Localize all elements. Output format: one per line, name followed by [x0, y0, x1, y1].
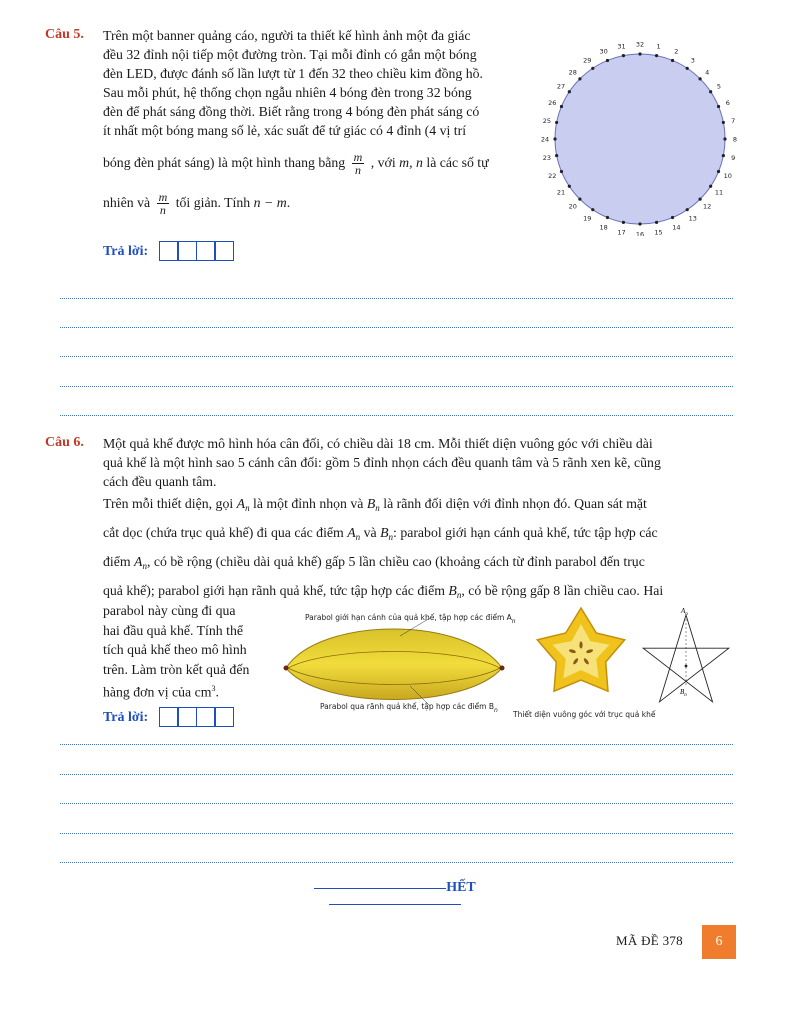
vertex-label: 27 [556, 82, 566, 91]
bottom-parabola-caption: Parabol qua rãnh quả khế, tập hợp các điểm $B_n$ [320, 702, 498, 714]
vertex-label: 4 [705, 68, 710, 77]
vertex-dot [606, 216, 609, 219]
starfruit-cross-section-figure [528, 604, 634, 696]
vertex-dot [717, 105, 720, 108]
star-label-B: $B_n$ [680, 688, 687, 698]
point-A-n: $A_n$ [134, 554, 147, 571]
q5-line-fraction-2: nhiên và $\frac{m}{n}$ tối giản. Tính n − m. [103, 190, 291, 218]
vertex-dot [591, 67, 594, 70]
vertex-dot [560, 170, 563, 173]
vertex-dot [553, 137, 556, 140]
vertex-dot [671, 59, 674, 62]
fraction-numerator: m [158, 190, 168, 205]
q6-l4b: là một đỉnh nhọn và [253, 496, 364, 511]
question-6-label: Câu 6. [45, 435, 84, 450]
q6-l4c: là rãnh đối diện với đỉnh nhọn đó. Quan sát mặt [383, 496, 647, 511]
q5-line7-end: là các số tự [426, 155, 489, 170]
vertex-dot [638, 222, 641, 225]
answer-box[interactable] [159, 241, 179, 261]
vertex-label: 21 [556, 188, 566, 197]
point-B-n: $B_n$ [380, 525, 394, 542]
q6-left-line: trên. Làm tròn kết quả đến [103, 661, 250, 677]
point-A-n: $A_n$ [236, 496, 250, 513]
vertex-label: 3 [690, 56, 695, 65]
answer-line[interactable] [60, 803, 733, 804]
vertex-label: 6 [725, 99, 730, 108]
q6-answer-boxes [160, 707, 234, 727]
answer-box[interactable] [177, 707, 197, 727]
vertex-dot [709, 90, 712, 93]
star-center-dot [685, 665, 688, 668]
answer-line[interactable] [60, 744, 733, 745]
vertex-label: 17 [617, 228, 626, 236]
vertex-label: 19 [583, 214, 592, 223]
vertex-label: 9 [731, 154, 736, 163]
q5-line: đèn để phát sáng đồng thời. Biết rằng trong 4 bóng đèn phát sáng có [103, 104, 480, 119]
vertex-dot [578, 198, 581, 201]
top-parabola-caption: Parabol giới hạn cánh của quả khế, tập hợp các điểm $A_n$ [305, 613, 516, 625]
vertex-label: 11 [714, 188, 724, 197]
q5-line: ít nhất một bóng mang số lẻ, xác suất để tứ giác có 4 đỉnh (4 vị trí [103, 123, 467, 138]
answer-box[interactable] [214, 707, 234, 727]
vertex-dot [622, 221, 625, 224]
point-B-n: $B_n$ [448, 583, 462, 600]
q5-line8-pre: nhiên và [103, 195, 151, 210]
vertex-dot [686, 67, 689, 70]
q6-l4a: Trên mỗi thiết diện, gọi [103, 496, 234, 511]
q6-line: Một quả khế được mô hình hóa cân đối, có chiều dài 18 cm. Mỗi thiết diện vuông góc với chiều dài [103, 436, 653, 451]
vertex-dot [568, 90, 571, 93]
q6-line-4 [103, 494, 735, 518]
answer-box[interactable] [177, 241, 197, 261]
q6-l5b: và [363, 525, 377, 540]
q6-l6a: điểm [103, 554, 131, 569]
cross-section-caption: Thiết diện vuông góc với trục quả khế [513, 710, 656, 719]
question-6-left-text [103, 601, 268, 702]
q5-line7-post: , với [370, 155, 396, 170]
starfruit-body [286, 629, 502, 700]
vertex-label: 15 [654, 228, 663, 236]
q5-line8-post: tối giản. Tính [175, 195, 251, 210]
answer-box[interactable] [196, 241, 216, 261]
q5-line: đèn LED, được đánh số lần lượt từ 1 đến 32 theo chiều kim đồng hồ. [103, 66, 483, 81]
q5-line7-pre: bóng đèn phát sáng) là một hình thang bằng [103, 155, 346, 170]
vertex-label: 25 [542, 116, 551, 125]
vertex-label: 1 [656, 42, 661, 51]
vertex-label: 31 [617, 42, 626, 51]
vertex-dot [655, 221, 658, 224]
fraction-m-over-n-2 [157, 191, 170, 216]
vertex-label: 23 [542, 154, 551, 163]
vertex-label: 22 [548, 171, 557, 180]
star-pentagram-diagram [636, 605, 736, 715]
answer-line[interactable] [60, 298, 733, 299]
vertex-dot [722, 154, 725, 157]
fruit-end-right [500, 666, 505, 671]
fruit-end-left [284, 666, 289, 671]
q6-l5a: cắt dọc (chứa trục quả khế) đi qua các điểm [103, 525, 344, 540]
answer-line[interactable] [60, 774, 733, 775]
q5-answer-label: Trả lời: [103, 244, 149, 259]
q5-line: Trên một banner quảng cáo, người ta thiết kế hình ảnh một đa giác [103, 28, 471, 43]
vertex-label: 12 [703, 202, 712, 211]
end-rule-right [329, 904, 461, 905]
vertex-label: 18 [599, 223, 608, 232]
vertex-label: 5 [716, 82, 722, 91]
vertex-dot [560, 105, 563, 108]
vertex-dot [568, 185, 571, 188]
vertex-dot [655, 54, 658, 57]
vertex-dot [555, 154, 558, 157]
question-5-label: Câu 5. [45, 27, 84, 42]
vertex-label: 2 [674, 47, 679, 56]
answer-box[interactable] [214, 241, 234, 261]
vertex-dot [578, 77, 581, 80]
q6-line-5 [103, 523, 735, 547]
q5-line7-vars: m, n [399, 155, 423, 170]
q6-line-6 [103, 552, 735, 576]
fraction-denominator: n [354, 163, 361, 178]
fraction-m-over-n [352, 151, 365, 176]
star-label-A: $A_n$ [681, 607, 688, 617]
answer-line[interactable] [60, 415, 733, 416]
vertex-dot [606, 59, 609, 62]
q6-answer-label: Trả lời: [103, 710, 149, 725]
q6-l7a: quả khế); parabol giới hạn rãnh quả khế, tức tập hợp các điểm [103, 583, 445, 598]
vertex-dot [591, 208, 594, 211]
vertex-label: 8 [732, 135, 738, 144]
vertex-dot [709, 185, 712, 188]
question-6-text [103, 434, 735, 605]
answer-line[interactable] [60, 862, 733, 863]
vertex-label: 32 [635, 40, 645, 49]
q6-left-line: tích quả khế theo mô hình [103, 642, 247, 657]
exam-code: MÃ ĐỀ 378 [616, 933, 683, 948]
vertex-dot [622, 54, 625, 57]
vertex-dot [638, 52, 641, 55]
answer-box[interactable] [196, 707, 216, 727]
q5-answer-boxes [160, 241, 234, 261]
fraction-denominator: n [159, 203, 166, 218]
q6-l6b: , có bề rộng (chiều dài quả khế) gấp 5 lần chiều cao (khoảng cách từ đỉnh parabol đến trục [146, 554, 645, 569]
vertex-dot [699, 198, 702, 201]
q6-line: quả khế là một hình sao 5 cánh cân đối: gồm 5 đỉnh nhọn cách đều quanh tâm và 5 rãnh xen kẽ, cũng [103, 455, 661, 470]
vertex-dot [723, 137, 726, 140]
end-marker [250, 880, 540, 912]
vertex-dot [699, 77, 702, 80]
answer-line[interactable] [60, 356, 733, 357]
answer-line[interactable] [60, 386, 733, 387]
vertex-dot [671, 216, 674, 219]
question-5-text [103, 26, 530, 220]
end-text: HẾT [446, 880, 476, 895]
answer-line[interactable] [60, 833, 733, 834]
vertex-label: 14 [672, 223, 681, 232]
point-A-n: $A_n$ [347, 525, 361, 542]
vertex-dot [555, 121, 558, 124]
answer-line[interactable] [60, 327, 733, 328]
vertex-label: 13 [688, 214, 697, 223]
q6-left-line: parabol này cùng đi qua [103, 603, 236, 618]
vertex-dot [722, 121, 725, 124]
q6-l5c: : parabol giới hạn cánh quả khế, tức tập hợp các [393, 525, 658, 540]
q6-line: cách đều quanh tâm. [103, 474, 217, 489]
q6-left-line: hai đầu quả khế. Tính thể [103, 622, 243, 638]
vertex-dot [717, 170, 720, 173]
point-B-n: $B_n$ [366, 496, 380, 513]
vertex-label: 29 [583, 56, 592, 65]
vertex-dot [686, 208, 689, 211]
q6-l7b: , có bề rộng gấp 8 lần chiều cao. Hai [461, 583, 664, 598]
fraction-numerator: m [353, 150, 363, 165]
page-number-badge: 6 [702, 925, 736, 959]
seed [579, 641, 582, 648]
vertex-label: 20 [568, 202, 577, 211]
q5-line: Sau mỗi phút, hệ thống chọn ngẫu nhiên 4 bóng đèn trong 32 bóng [103, 85, 472, 100]
end-rule-left [314, 888, 446, 889]
q6-left-line-last: hàng đơn vị của $cm^3$. [103, 684, 219, 700]
vertex-label: 30 [599, 47, 608, 56]
q5-line: đều 32 đỉnh nội tiếp một đường tròn. Tại mỗi đỉnh có gắn một bóng [103, 47, 477, 62]
vertex-label: 26 [548, 99, 557, 108]
polygon-32-circle-figure [540, 36, 740, 236]
vertex-label: 7 [731, 116, 736, 125]
vertex-label: 10 [723, 171, 732, 180]
vertex-label: 16 [635, 230, 645, 236]
q5-line-fraction [103, 146, 530, 180]
vertex-label: 28 [568, 68, 577, 77]
answer-box[interactable] [159, 707, 179, 727]
q5-line8-expr: n − m [253, 195, 287, 210]
vertex-label: 24 [540, 135, 550, 144]
